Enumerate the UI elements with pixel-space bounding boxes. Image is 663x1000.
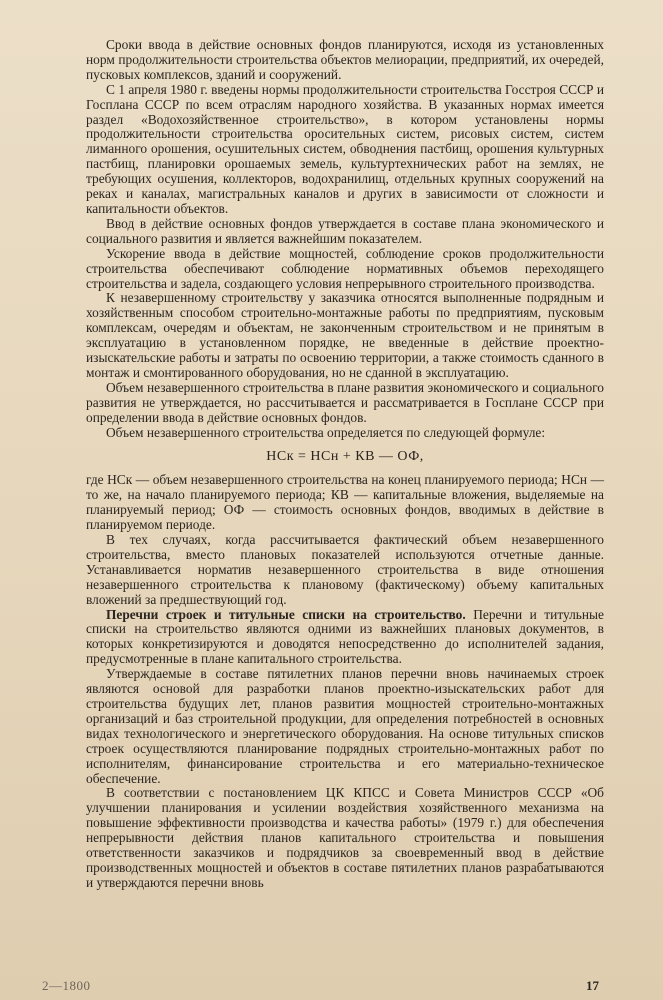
section-text: Перечни и титульные списки на строительство являются одними из важнейших плановых документов, в которых конкретизируются и доводятся непосредственно до исполнителей задания, предусмотренные в плане капитального строительства. [86, 606, 604, 667]
paragraph-norms-1980: С 1 апреля 1980 г. введены нормы продолжительности строительства Госстроя СССР и Госплана СССР по всем отраслям народного хозяйства. В указанных нормах имеется раздел «Водохозяйственное строительство», в котором установлены нормы продолжительности строительства оросительных систем, рисовых систем, систем лиманного орошения, осушительных систем, обводнения пастбищ, орошения культурных пастбищ, планировки орошаемых земель, культуртехнических работ на землях, не требующих осушения, коллекторов, водохранилищ, отдельных крупных сооружений на реках и каналах, магистральных каналов и других в зависимости от сложности и капитальности объектов. [86, 81, 604, 216]
paragraph-fund-commissioning: Ввод в действие основных фондов утверждается в составе плана экономического и социального развития и является важнейшим показателем. [86, 215, 604, 246]
paragraph-formula-intro: Объем незавершенного строительства определяется по следующей формуле: [106, 424, 546, 440]
paragraph-five-year-plans: Утверждаемые в составе пятилетних планов перечни вновь начинаемых строек являются основой для разработки планов проектно-изыскательских работ для строительства будущих лет, планов развития мощностей строительно-монтажных организаций и баз строительной продукции, для определения потребностей в основных видах технологического и энергетического оборудования. На основе титульных списков строек осуществляются планирование подрядных строительно-монтажных работ по исполнителям, финансирование строительства и его материально-техническое обеспечение. [86, 666, 604, 786]
paragraph-acceleration: Ускорение ввода в действие мощностей, соблюдение сроков продолжительности строительства обеспечивают соблюдение нормативных объемов переходящего строительства и задела, создающего условия непрерывного строительного производства. [86, 245, 604, 291]
page-footer [0, 978, 663, 994]
section-heading: Перечни строек и титульные списки на строительство. [106, 606, 466, 622]
page-number: 17 [586, 978, 599, 993]
printer-signature: 2—1800 [42, 978, 91, 993]
paragraph-resolution: В соответствии с постановлением ЦК КПСС и Совета Министров СССР «Об улучшении планирования и усилении воздействия хозяйственного механизма на повышение эффективности производства и качества работы» (1979 г.) для обеспечения непрерывности действия планов капитального строительства и повышения ответственности заказчиков и подрядчиков за своевременный ввод в действие производственных мощностей и объектов в составе пятилетних планов разрабатываются и утверждаются перечни вновь [86, 785, 604, 890]
paragraph-deadlines: Сроки ввода в действие основных фондов планируются, исходя из установленных норм продолжительности строительства объектов мелиорации, предприятий, их очередей, пусковых комплексов, зданий и сооружений. [86, 37, 604, 82]
paragraph-unfinished-volume: Объем незавершенного строительства в плане развития экономического и социального развития не утверждается, но рассчитывается и рассматривается в Госплане СССР при определении ввода в действие основных фондов. [86, 379, 604, 425]
paragraph-actual-volume: В тех случаях, когда рассчитывается фактический объем незавершенного строительства, вместо плановых показателей используются отчетные данные. Устанавливается норматив незавершенного строительства в виде отношения незавершенного строительства к плановому (фактическому) объему капитальных вложений за предшествующий год. [86, 532, 604, 607]
formula: НСк = НСн + КВ — ОФ, [266, 449, 424, 465]
page-body [86, 38, 604, 891]
paragraph-unfinished-definition: К незавершенному строительству у заказчика относятся выполненные подрядным и хозяйственным способом строительно-монтажные работы по предприятиям, пусковым комплексам, очередям и объектам, не законченным строительством и не принятым в эксплуатацию в установленном порядке, не введенные в действие проектно-изыскательские работы и затраты по освоению территории, а также стоимость сданного в монтаж и смонтированного оборудования, но не сданной в эксплуатацию. [86, 290, 604, 380]
formula-legend: где НСк — объем незавершенного строительства на конец планируемого периода; НСн — то же, на начало планируемого периода; КВ — капитальные вложения, выделяемые на планируемый период; ОФ — стоимость основных фондов, вводимых в действие в планируемом периоде. [86, 472, 604, 533]
section-paragraph [86, 608, 604, 668]
